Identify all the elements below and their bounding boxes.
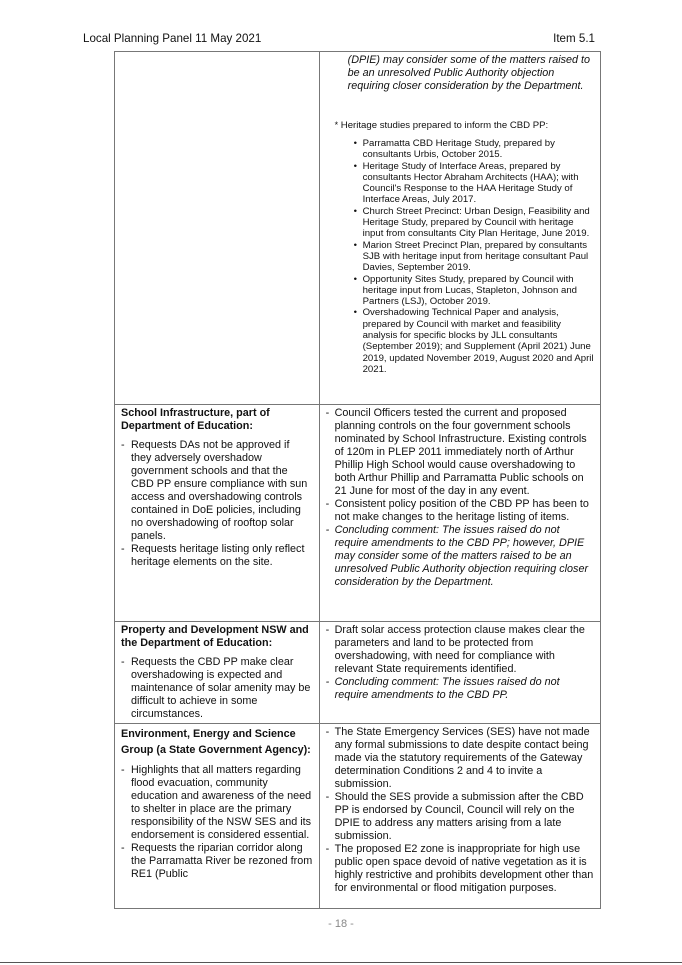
header-item-number: Item 5.1 (553, 32, 595, 45)
continued-response-cell (319, 52, 600, 405)
continued-text (333, 54, 594, 93)
response-points (326, 726, 594, 895)
table-row (115, 405, 601, 622)
heritage-studies-title (333, 119, 594, 132)
submission-points (121, 764, 313, 881)
heritage-title-text: Heritage studies prepared to inform the CBD PP: (340, 120, 549, 131)
submitter-heading: Property and Development NSW and the Department of Education: (121, 624, 309, 649)
list-item: - The proposed E2 zone is inappropriate for high use public open space devoid of native vegetation as it is highly restrictive and prohibits development other than for environmental or flood mitigation purposes. (326, 843, 594, 895)
heritage-studies-list (333, 138, 594, 375)
response-points (326, 407, 594, 589)
bottom-divider (0, 962, 682, 963)
response-cell (319, 622, 600, 724)
list-item: - The State Emergency Services (SES) have not made any formal submissions to date despite contact being made via the statutory requirements of the Gateway determination Conditions 2 and 4 to invite a submission. (326, 726, 594, 791)
submitter-cell (115, 724, 320, 909)
submission-points (121, 656, 313, 721)
list-item: - Requests the riparian corridor along the Parramatta River be rezoned from RE1 (Public (121, 842, 313, 881)
submitter-cell (115, 622, 320, 724)
text-line: (DPIE) may consider some of the matters raised to (347, 54, 591, 66)
response-points (326, 624, 594, 702)
submitter-heading: Environment, Energy and Science Group (a State Government Agency): (121, 728, 311, 756)
list-item: • Opportunity Sites Study, prepared by Council with heritage input from Lucas, Stapleton, Johnson and Partners (LSJ), October 2019. (354, 274, 594, 308)
text-line: be an unresolved Public Authority objection (347, 67, 555, 79)
list-item: • Church Street Precinct: Urban Design, Feasibility and Heritage Study, prepared by Council with heritage input from consultants City Plan Heritage, June 2019. (354, 206, 594, 240)
table-row (115, 52, 601, 405)
list-item: - Council Officers tested the current and proposed planning controls on the four government schools nominated by School Infrastructure. Existing controls of 120m in PLEP 2011 immediately north of Arthur Phillip High School would cause overshadowing to both Arthur Phillip and Parramatta Public schools on 21 June for most of the day in any event. (326, 407, 594, 498)
table-row (115, 724, 601, 909)
list-item: - Draft solar access protection clause makes clear the parameters and land to be protected from overshadowing, with need for compliance with relevant State requirements identified. (326, 624, 594, 676)
list-item: • Overshadowing Technical Paper and analysis, prepared by Council with market and feasibility analysis for specific blocks by JLL consultants (September 2019); and Supplement (April 2021) June 2019, updated November 2019, August 2020 and April 2021. (354, 307, 594, 375)
page-number: - 18 - (328, 918, 354, 930)
list-item: • Parramatta CBD Heritage Study, prepared by consultants Urbis, October 2015. (354, 138, 594, 161)
list-item: - Requests DAs not be approved if they adversely overshadow government schools and that the CBD PP ensure compliance with sun access and overshadowing controls contained in DoE policies, including no overshadowing of rooftop solar panels. (121, 439, 313, 543)
empty-cell (115, 52, 320, 405)
submissions-table (114, 51, 601, 909)
concluding-comment: - Concluding comment: The issues raised do not require amendments to the CBD PP; however, DPIE may consider some of the matters raised to be an unresolved Public Authority objection requiring closer consideration by the Department. (326, 524, 594, 589)
submitter-cell (115, 405, 320, 622)
asterisk: * (334, 120, 339, 130)
response-cell (319, 405, 600, 622)
submitter-heading: School Infrastructure, part of Department of Education: (121, 407, 270, 432)
list-item: - Requests heritage listing only reflect heritage elements on the site. (121, 543, 313, 569)
header-meeting-title: Local Planning Panel 11 May 2021 (83, 32, 262, 45)
list-item: - Should the SES provide a submission after the CBD PP is endorsed by Council, Council will rely on the DPIE to address any matters arising from a late submission. (326, 791, 594, 843)
list-item: • Marion Street Precinct Plan, prepared by consultants SJB with heritage input from heritage consultant Paul Davies, September 2019. (354, 240, 594, 274)
list-item: - Highlights that all matters regarding flood evacuation, community education and awareness of the need to shelter in place are the primary responsibility of the NSW SES and its endorsement is considered essential. (121, 764, 313, 842)
submission-points (121, 439, 313, 569)
list-item: • Heritage Study of Interface Areas, prepared by consultants Hector Abraham Architects (HAA); with Council's Response to the HAA Heritage Study of Interface Areas, July 2017. (354, 161, 594, 206)
table-row (115, 622, 601, 724)
list-item: - Requests the CBD PP make clear overshadowing is expected and maintenance of solar amenity may be difficult to achieve in some circumstances. (121, 656, 313, 721)
list-item: - Consistent policy position of the CBD PP has been to not make changes to the heritage listing of items. (326, 498, 594, 524)
response-cell (319, 724, 600, 909)
concluding-comment: - Concluding comment: The issues raised do not require amendments to the CBD PP. (326, 676, 594, 702)
text-line: requiring closer consideration by the Department. (347, 80, 584, 92)
